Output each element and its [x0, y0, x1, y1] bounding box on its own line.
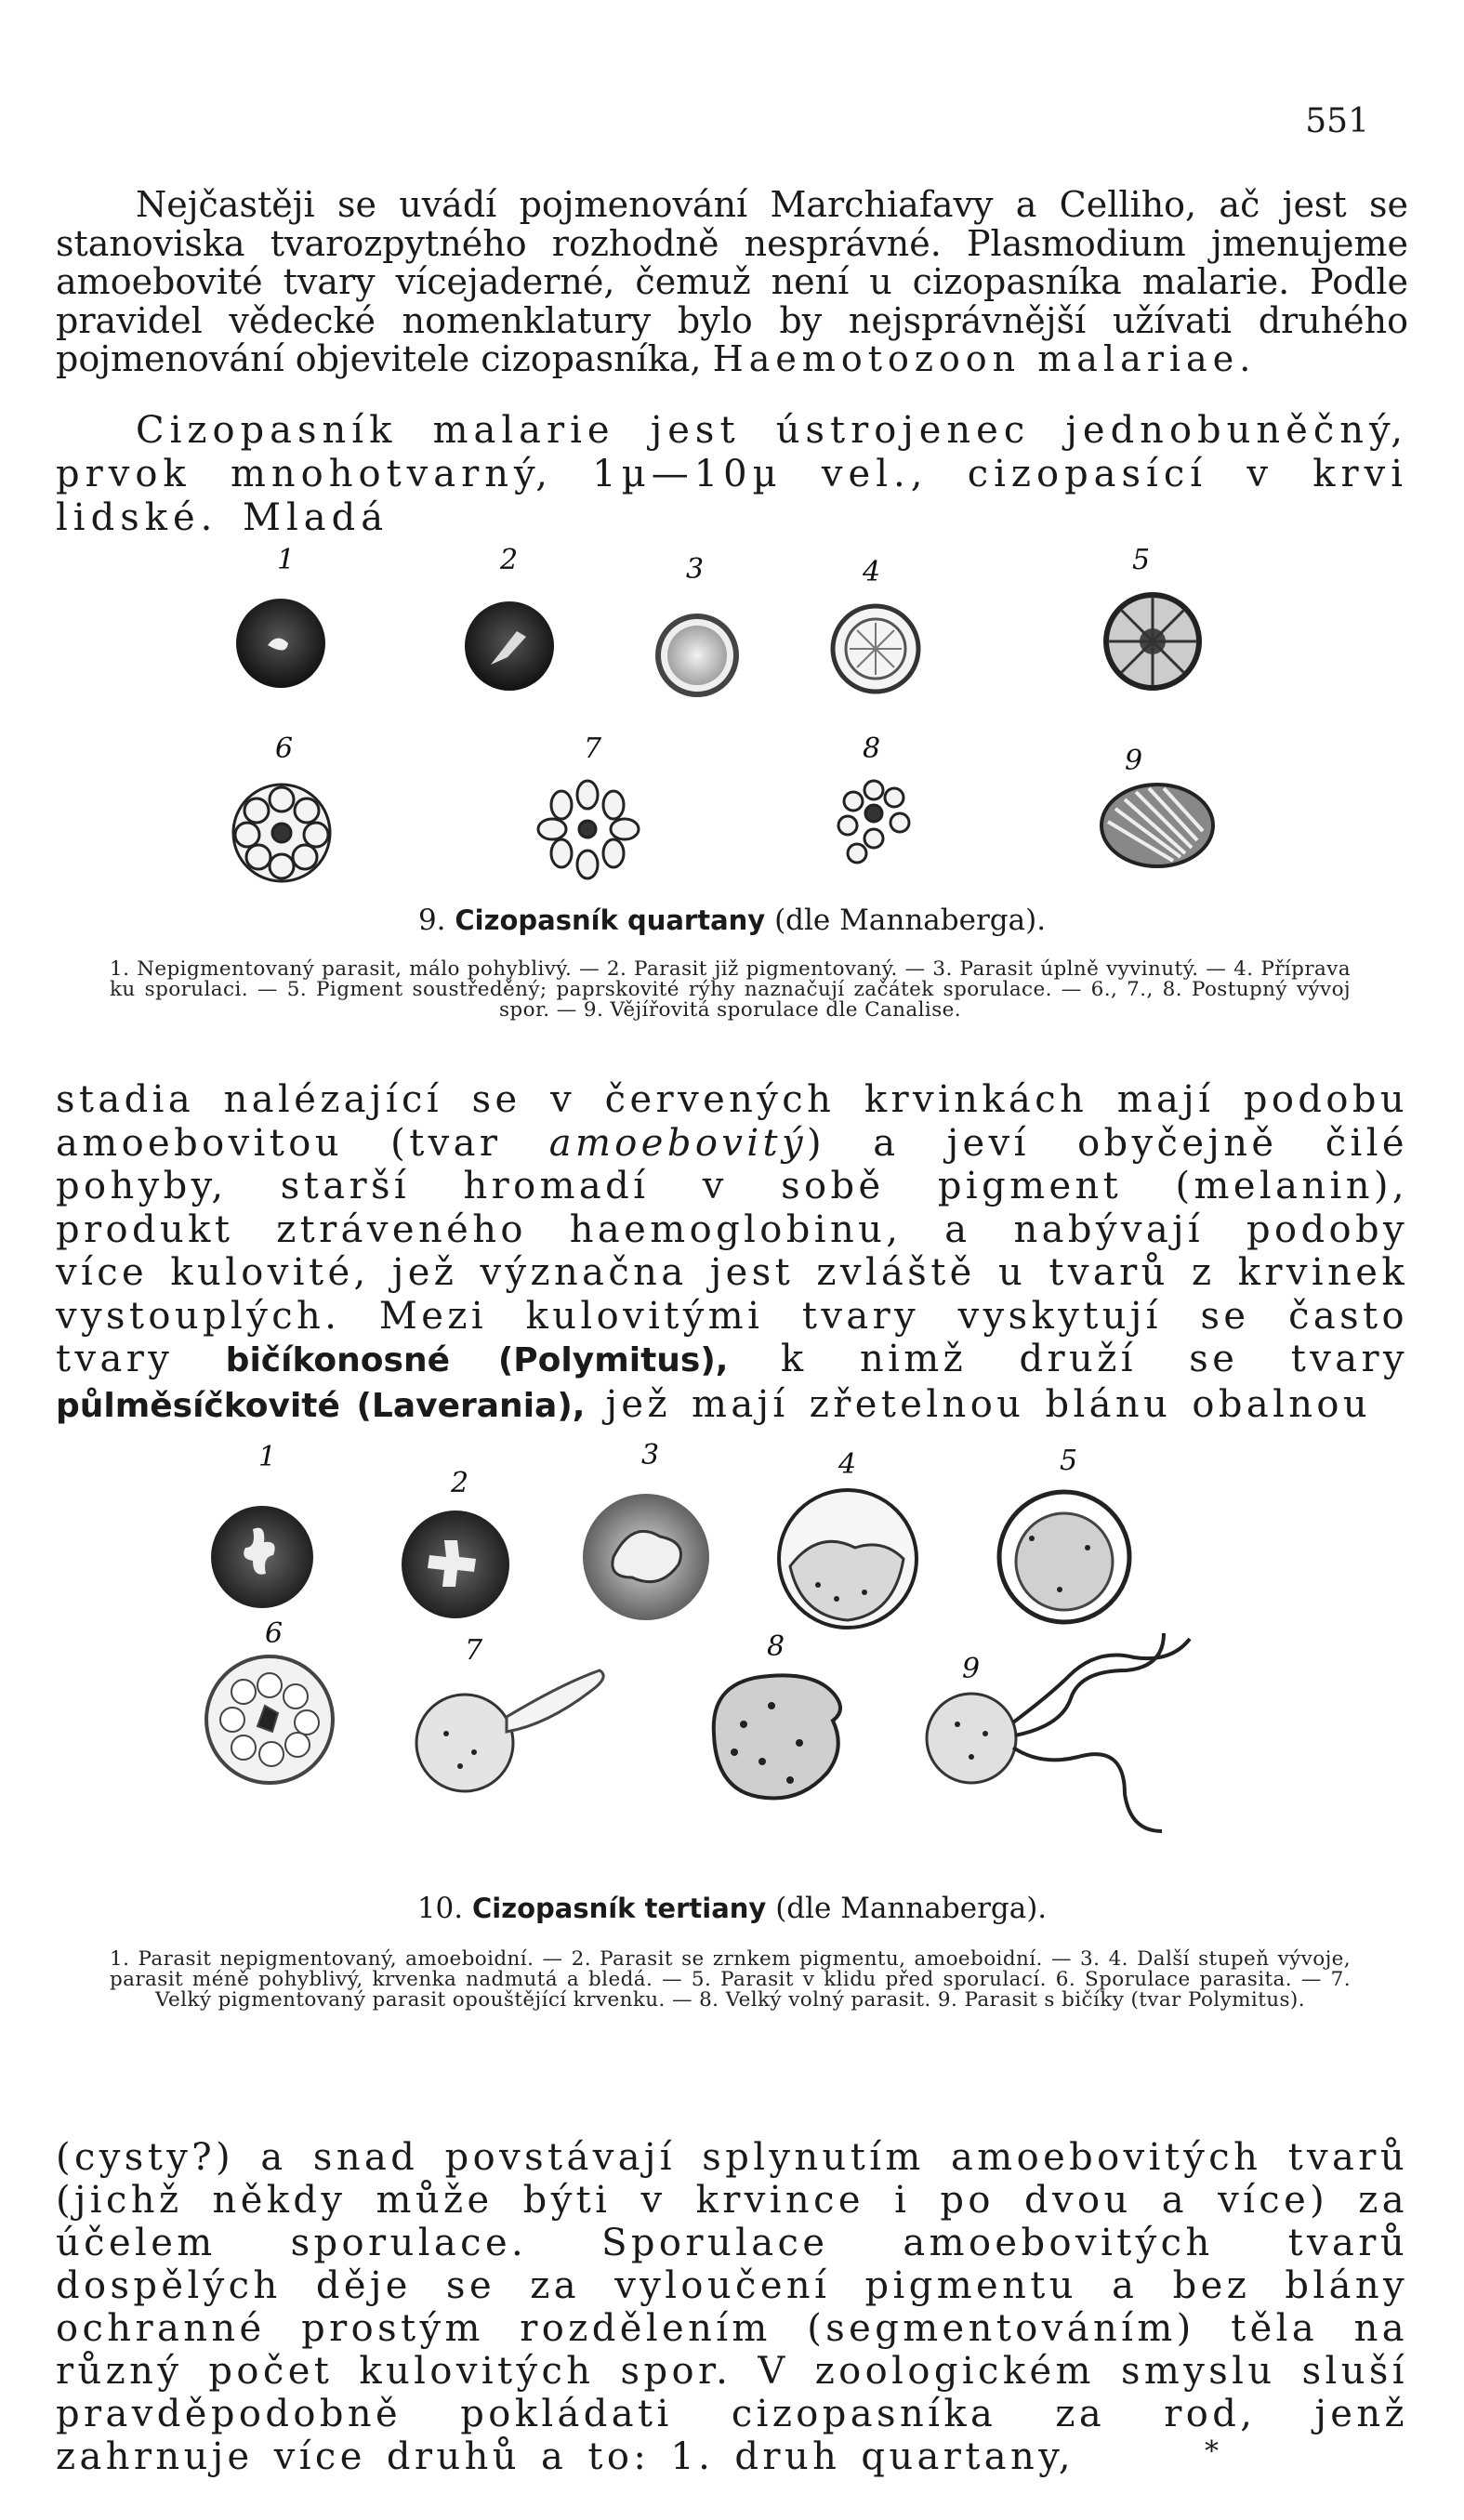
quartan-cell-2: [465, 601, 554, 691]
fig1-number-9: 9: [1125, 745, 1143, 777]
fig1-number-4: 4: [863, 556, 881, 588]
paragraph-1-latin-name: Haemotozoon malariae.: [712, 338, 1257, 379]
quartan-cell-9: [1101, 785, 1213, 866]
figure-quartany: [0, 530, 1464, 1050]
fig1-number-2: 2: [500, 544, 519, 576]
paragraph-3-italic: amoebovitý: [548, 1121, 807, 1165]
quartan-cell-8: [838, 781, 909, 863]
paragraph-3-text-4: jež mají zřetelnou blánu obalnou: [605, 1382, 1372, 1426]
tertian-cell-2: [402, 1511, 509, 1618]
figure-quartany-legend: 1. Nepigmentovaný parasit, málo pohyblivý. — 2. Parasit již pigmentovaný. — 3. Parasit úplně vyvinutý. — 4. Příprava ku sporulaci. — 5. Pigment soustředěný; paprskovité rýhy naznačují začátek sporulace. — 6., 7., 8. Postupný vývoj spor. — 9. Vějířovitá sporulace dle Canalise.: [110, 957, 1351, 1022]
fig1-number-5: 5: [1132, 544, 1151, 576]
tertian-cell-5: [999, 1492, 1129, 1622]
fig2-number-4: 4: [838, 1448, 857, 1481]
figure-quartany-title-bold: Cizopasník quartany: [455, 904, 766, 936]
quartan-cell-5: [1106, 595, 1199, 688]
paragraph-1-text: Nejčastěji se uvádí pojmenování Marchiafavy a Celliho, ač jest se stanoviska tvarozpytného rozhodně nesprávné. Plasmodium jmenujeme amoebovité tvary vícejaderné, čemuž není u cizopasníka malarie. Podle pravidel vědecké nomenklatury bylo by nejsprávnější užívati druhého pojmenování objevitele cizopasníka,: [56, 184, 1408, 379]
figure-tertiany-title: [0, 1892, 1464, 1925]
fig2-number-9: 9: [962, 1653, 981, 1685]
tertian-cell-3: [583, 1494, 709, 1620]
fig2-number-6: 6: [265, 1617, 284, 1650]
fig2-number-8: 8: [767, 1630, 785, 1663]
fig1-number-7: 7: [584, 732, 602, 765]
quartan-cell-4: [833, 606, 918, 692]
paragraph-3: [56, 1078, 1408, 1428]
paragraph-1: [56, 186, 1408, 379]
paragraph-2: Cizopasník malarie jest ústrojenec jednobuněčný, prvok mnohotvarný, 1µ—10µ vel., cizopasící v krvi lidské. Mladá: [56, 409, 1408, 539]
fig2-number-2: 2: [451, 1467, 469, 1499]
fig2-number-7: 7: [465, 1634, 483, 1667]
paragraph-4: (cysty?) a snad povstávají splynutím amoebovitých tvarů (jichž někdy může býti v krvince i po dvou a více) za účelem sporulace. Sporulace amoebovitých tvarů dospělých děje se za vyloučení pigmentu a bez blány ochranné prostým rozdělením (segmentováním) těla na různý počet kulovitých spor. V zoologickém smyslu sluší pravděpodobně pokládati cizopasníka za rod, jenž zahrnuje více druhů a to: 1. druh quartany,: [56, 2136, 1408, 2478]
figure-tertiany-title-num: 10.: [416, 1892, 464, 1925]
figure-tertiany-title-bold: Cizopasník tertiany: [471, 1893, 767, 1924]
tertian-cell-6: [206, 1656, 333, 1783]
figure-tertiany: [0, 1427, 1464, 2115]
paragraph-3-text-1: stadia nalézající se v červených krvinkách mají podobu amoebovitou (tvar: [56, 1078, 1408, 1165]
quartan-cell-6: [233, 785, 330, 881]
fig1-number-6: 6: [275, 732, 294, 765]
figure-quartany-drawing: [0, 530, 1464, 920]
paragraph-3-text-2: ) a jeví obyčejně čilé pohyby, starší hromadí v sobě pigment (melanin), produkt ztráveného haemoglobinu, a nabývají podoby více kulovité, jež význačna jest zvláště u tvarů z krvinek vystouplých. Mezi kulovitými tvary vyskytují se často tvary: [56, 1121, 1408, 1380]
tertian-cell-7: [416, 1670, 603, 1791]
figure-tertiany-legend: 1. Parasit nepigmentovaný, amoeboidní. — 2. Parasit se zrnkem pigmentu, amoeboidní. — 3. 4. Další stupeň vývoje, parasit méně pohyblivý, krvenka nadmutá a bledá. — 5. Parasit v klidu před sporulací. 6. Sporulace parasita. — 7. Velký pigmentovaný parasit opouštějící krvenku. — 8. Velký volný parasit. 9. Parasit s bičíky (tvar Polymitus).: [110, 1947, 1351, 2012]
figure-tertiany-title-rest: (dle Mannaberga).: [775, 1892, 1048, 1925]
fig1-number-3: 3: [686, 553, 705, 586]
fig1-number-1: 1: [277, 544, 296, 576]
fig2-number-1: 1: [258, 1441, 277, 1473]
paragraph-3-bold-polymitus: bičíkonosné (Polymitus),: [225, 1341, 729, 1379]
figure-tertiany-drawing: [0, 1427, 1464, 1882]
paragraph-3-bold-laverania: půlměsíčkovité (Laverania),: [56, 1386, 586, 1425]
quartan-cell-3: [658, 616, 736, 694]
quartan-cell-7: [538, 781, 639, 878]
tertian-cell-1: [211, 1506, 313, 1608]
quartan-cell-1: [236, 599, 325, 688]
figure-quartany-title-rest: (dle Mannaberga).: [774, 904, 1047, 937]
figure-quartany-title: [0, 904, 1464, 937]
figure-quartany-title-num: 9.: [417, 904, 446, 937]
fig2-number-3: 3: [641, 1439, 660, 1471]
fig2-number-5: 5: [1060, 1445, 1078, 1477]
tertian-cell-4: [779, 1490, 917, 1628]
page-number: 551: [1305, 102, 1369, 140]
fig1-number-8: 8: [863, 732, 881, 765]
footer-mark: *: [1205, 2435, 1219, 2468]
tertian-cell-8: [714, 1675, 840, 1798]
paragraph-3-text-3: k nimž druží se tvary: [780, 1338, 1408, 1380]
